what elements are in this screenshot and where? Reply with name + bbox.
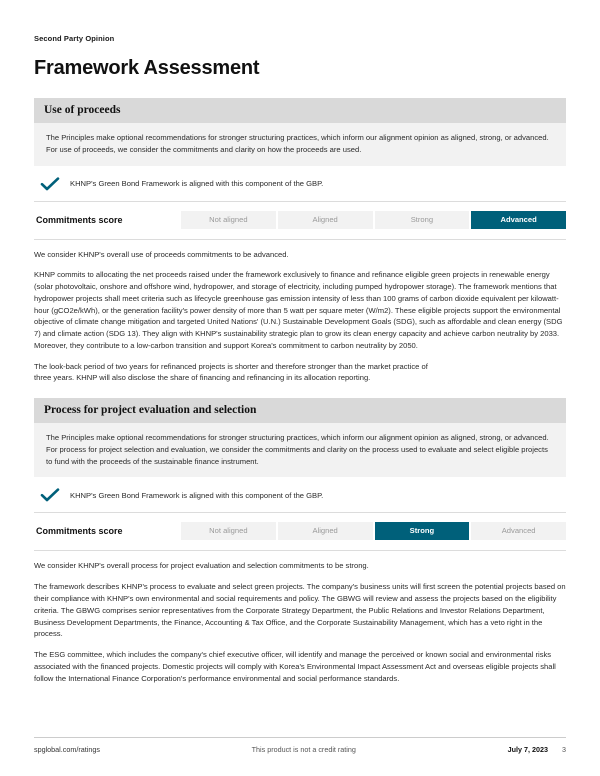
section-paragraph: KHNP commits to allocating the net proceeds raised under the framework exclusively to finance and refinance eligible green projects in renewable energy (solar photovoltaic, onshore and offshore wind, hydropower, and storage of electricity, including pumped hydropower storage). The framework mentions that hydropower projects shall meet criteria such as lifecycle greenhouse gas emission intensity of less than 100 grams of carbon dioxide equivalent per kilowatt-hour (gCO2e/kWh), or the generation facility's power density of more than 5 watt per square meter (W/m2). These eligible projects support the environmental objective of climate change mitigation and targeted United Nations' (U.N.) Sustainable Development Goals (SDG), such as affordable and clean energy (SDG 7) and climate action (SDG 13). They align with KHNP's sustainability strategic plan to grow its clean energy capacity and achieve carbon neutrality by 2033. Moreover, they contribute to a low-carbon transition and support Korea's commitment to carbon neutrality by 2050. bbox=[34, 270, 563, 350]
commitments-score-label: Commitments score bbox=[36, 214, 123, 225]
check-icon bbox=[40, 177, 60, 191]
alignment-row bbox=[34, 477, 566, 513]
section-paragraph: We consider KHNP's overall process for project evaluation and selection commitments to be strong. bbox=[34, 561, 369, 571]
section-process-for-project-evaluation bbox=[34, 398, 566, 684]
scale-cell-advanced[interactable]: Advanced bbox=[471, 522, 566, 540]
commitments-score-row bbox=[34, 513, 566, 551]
section-heading: Use of proceeds bbox=[34, 98, 566, 123]
commitments-score-label: Commitments score bbox=[36, 526, 123, 537]
footer-site-link[interactable]: spglobal.com/ratings bbox=[34, 745, 100, 754]
footer-date: July 7, 2023 bbox=[507, 745, 548, 754]
scale-cell-aligned[interactable]: Aligned bbox=[278, 211, 375, 229]
scale-cell-aligned[interactable]: Aligned bbox=[278, 522, 375, 540]
section-use-of-proceeds bbox=[34, 98, 566, 384]
scale-cell-not-aligned[interactable]: Not aligned bbox=[181, 211, 278, 229]
footer-page-number: 3 bbox=[562, 745, 566, 754]
footer-disclaimer: This product is not a credit rating bbox=[251, 745, 356, 754]
scale-cell-advanced[interactable]: Advanced bbox=[471, 211, 566, 229]
score-scale bbox=[181, 211, 566, 229]
document-eyebrow: Second Party Opinion bbox=[34, 34, 115, 43]
alignment-row bbox=[34, 166, 566, 202]
section-paragraph: The framework describes KHNP's process to evaluate and select green projects. The company's business units will first screen the potential projects based on their compliance with KHNP's own environmental and social requirements and policy. The GBWG will review and assess the projects based on the eligibility criteria. The GBWG comprises senior representatives from the Corporate Strategy Department, the Public Relations and Investor Relations Department, Business Development Departments, the Finance, Accounting & Tax Office, and the Corporate Sustainability Management, which has a veto right in the process. bbox=[34, 582, 566, 639]
section-paragraph: The look-back period of two years for refinanced projects is shorter and therefore stronger than the market practice of three years. KHNP will also disclose the share of financing and refinancing in its allocation reporting. bbox=[34, 361, 428, 383]
section-paragraph: The ESG committee, which includes the company's chief executive officer, will identify and manage the perceived or known social and environmental risks associated with the financed projects. Domestic projects will comply with Korea's Environmental Impact Assessment Act and overseas eligible projects shall follow the International Finance Corporation's performance environmental and social performance standards. bbox=[34, 650, 556, 683]
section-paragraph: We consider KHNP's overall use of proceeds commitments to be advanced. bbox=[34, 249, 289, 259]
check-icon bbox=[40, 488, 60, 502]
page-footer bbox=[34, 737, 566, 754]
page-title: Framework Assessment bbox=[34, 57, 260, 79]
section-heading: Process for project evaluation and selection bbox=[34, 398, 566, 423]
score-scale bbox=[181, 522, 566, 540]
alignment-text: KHNP's Green Bond Framework is aligned with this component of the GBP. bbox=[70, 179, 324, 189]
alignment-text: KHNP's Green Bond Framework is aligned with this component of the GBP. bbox=[70, 490, 324, 500]
commitments-score-row bbox=[34, 202, 566, 240]
scale-cell-not-aligned[interactable]: Not aligned bbox=[181, 522, 278, 540]
section-note: The Principles make optional recommendations for stronger structuring practices, which inform our alignment opinion as aligned, strong, or advanced. For process for project selection and evaluation, we consider the commitments and clarity on the process used to evaluate and select eligible projects to fund with the proceeds of the sustainable finance instrument. bbox=[34, 423, 566, 477]
section-note: The Principles make optional recommendations for stronger structuring practices, which inform our alignment opinion as aligned, strong, or advanced. For use of proceeds, we consider the commitments and clarity on how the proceeds are used. bbox=[34, 123, 566, 166]
scale-cell-strong[interactable]: Strong bbox=[375, 522, 472, 540]
scale-cell-strong[interactable]: Strong bbox=[375, 211, 472, 229]
